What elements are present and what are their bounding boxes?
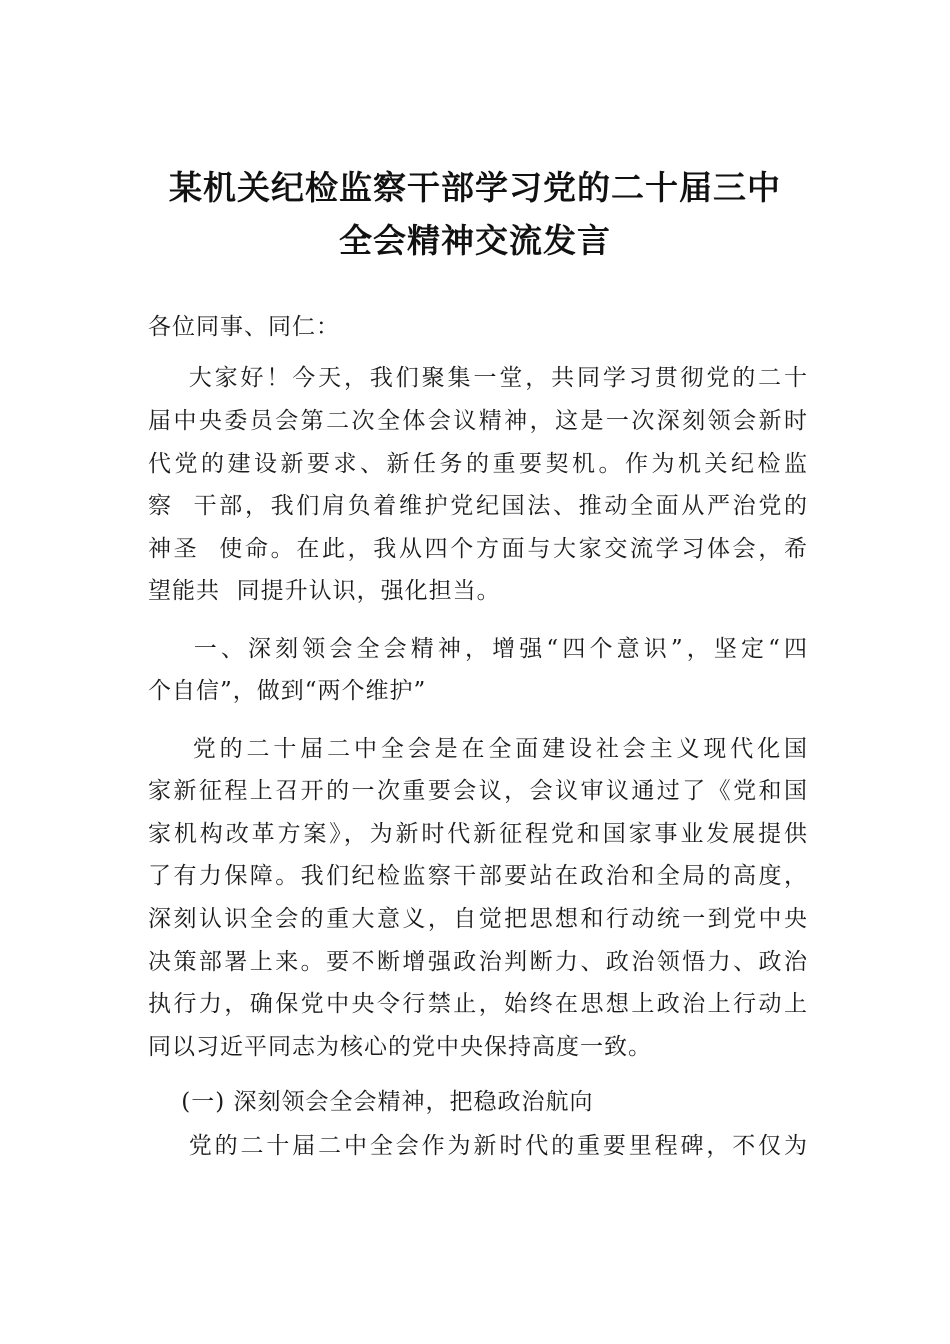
- paragraph-2-line-7: 执行力，确保党中央令行禁止，始终在思想上政治上行动上: [148, 991, 808, 1017]
- salutation: 各位同事、同仁：: [148, 314, 340, 340]
- paragraph-2-line-8: 同以习近平同志为核心的党中央保持高度一致。: [148, 1034, 652, 1060]
- section-heading-1-line-2: 个自信”，做到“两个维护”: [148, 678, 427, 704]
- paragraph-1-line-2: 届中央委员会第二次全体会议精神，这是一次深刻领会新时: [148, 408, 808, 434]
- paragraph-1-line-3: 代党的建设新要求、新任务的重要契机。作为机关纪检监: [148, 451, 808, 477]
- paragraph-2-line-6: 决策部署上来。要不断增强政治判断力、政治领悟力、政治: [148, 949, 808, 975]
- paragraph-1-line-6: 望能共 同提升认识，强化担当。: [148, 578, 501, 604]
- document-title-line-1: 某机关纪检监察干部学习党的二十届三中: [169, 168, 781, 207]
- paragraph-2-line-3: 家机构改革方案》，为新时代新征程党和国家事业发展提供: [148, 821, 808, 847]
- paragraph-2-line-1: 党的二十届二中全会是在全面建设社会主义现代化国: [148, 736, 808, 762]
- section-heading-1-line-1: 一、深刻领会全会精神，增强“四个意识”，坚定“四: [148, 636, 808, 662]
- paragraph-3-line-1: 党的二十届二中全会作为新时代的重要里程碑，不仅为: [148, 1133, 808, 1159]
- document-title-line-2: 全会精神交流发言: [339, 221, 611, 260]
- paragraph-2-line-4: 了有力保障。我们纪检监察干部要站在政治和全局的高度，: [148, 863, 808, 889]
- sub-heading-1: (一) 深刻领会全会精神，把稳政治航向: [148, 1089, 594, 1115]
- paragraph-1-line-5: 神圣 使命。在此，我从四个方面与大家交流学习体会，希: [148, 536, 808, 562]
- paragraph-1-line-4: 察 干部，我们肩负着维护党纪国法、推动全面从严治党的: [148, 493, 808, 519]
- paragraph-2-line-2: 家新征程上召开的一次重要会议，会议审议通过了《党和国: [148, 778, 808, 804]
- paragraph-1-line-1: 大家好！今天，我们聚集一堂，共同学习贯彻党的二十: [148, 365, 808, 391]
- paragraph-2-line-5: 深刻认识全会的重大意义，自觉把思想和行动统一到党中央: [148, 906, 808, 932]
